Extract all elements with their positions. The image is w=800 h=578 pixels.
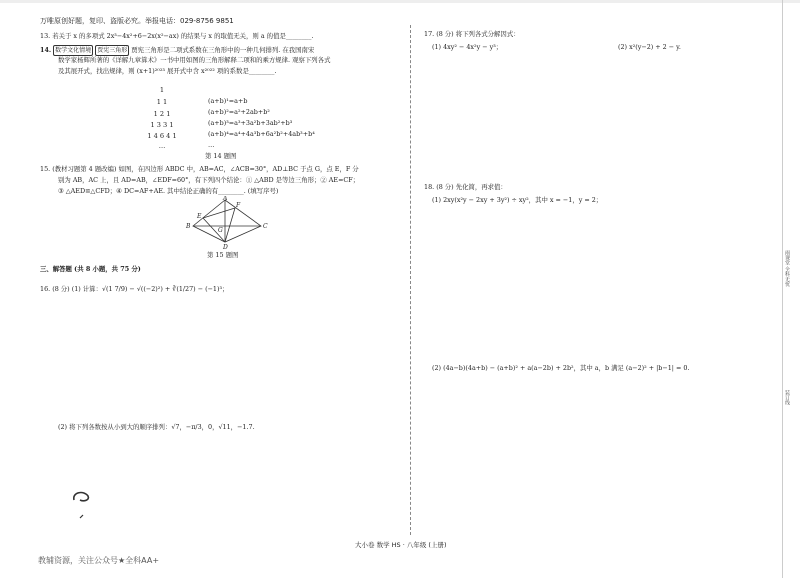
expansion-eq: (a+b)⁴=a⁴+4a³b+6a²b²+4ab³+b⁴ — [208, 130, 315, 138]
question-15-line1: 15. (教材习题第 4 题改编) 如图，在四边形 ABDC 中，AB=AC，∠ACB=30°，AD⊥BC 于点 G，点 E，F 分 — [40, 165, 359, 173]
watermark-text: 教辅资源，关注公众号★全科AA+ — [38, 556, 160, 565]
question-13: 13. 若关于 x 的多项式 2x³−4x²+6−2x(x²−ax) 的结果与 x 的取值无关，则 a 的值是________. — [40, 32, 314, 40]
section-3-heading: 三、解答题 (共 8 小题，共 75 分) — [40, 265, 141, 273]
label-a: A — [223, 196, 228, 202]
label-c: C — [263, 223, 268, 230]
triangle-row: 1 — [159, 86, 165, 94]
label-g: G — [218, 227, 223, 234]
figure-15-caption: 第 15 题图 — [207, 251, 239, 259]
figure-14-caption: 第 14 题图 — [205, 152, 237, 160]
column-divider — [410, 25, 411, 535]
expansion-eq: … — [208, 141, 215, 149]
label-d: D — [223, 244, 228, 251]
question-18: 18. (8 分) 先化简，再求值： — [424, 183, 507, 191]
question-18-part1: (1) 2xy(x²y − 2xy + 3y²) ÷ xy²，其中 x = −1，y = 2； — [432, 196, 603, 204]
triangle-row: … — [158, 142, 166, 150]
segment-fd — [225, 208, 235, 242]
binding-strip — [782, 0, 793, 578]
question-14-line1 — [40, 45, 314, 56]
page-top-edge — [0, 0, 800, 3]
question-16-part1: 16. (8 分) (1) 计算：√(1 7/9) − √((−2)²) + ∛(1/27) − (−1)³； — [40, 285, 229, 293]
question-16-part2: (2) 将下列各数按从小到大的顺序排列：√7，−π/3，0，√11，−1.7. — [58, 423, 255, 431]
expansion-eq: (a+b)¹=a+b — [208, 97, 248, 105]
question-14-text-1: 贾宪三角形是二项式系数在三角形中的一种几何排列. 在我国南宋 — [131, 46, 315, 54]
triangle-row: 1 3 3 1 — [150, 121, 174, 129]
triangle-row: 1 4 6 4 1 — [147, 132, 177, 140]
binding-strip-text-2: 装订线 — [784, 390, 790, 405]
question-17-part2: (2) x²(y−2) + 2 − y. — [618, 43, 681, 51]
scribble-mark — [70, 488, 92, 522]
question-number: 14. — [40, 46, 52, 54]
label-f: F — [236, 202, 241, 209]
segment-ef — [203, 208, 235, 218]
question-17: 17. (8 分) 将下列各式分解因式： — [424, 30, 520, 38]
page-header: 万唯原创好题，复印、盗版必究。举报电话：029-8756 9851 — [40, 17, 234, 25]
triangle-row: 1 2 1 — [153, 110, 171, 118]
question-14-line3: 及其展开式，找出规律，则 (x+1)²⁰²³ 展开式中含 x²⁰²² 项的系数是________. — [58, 67, 277, 75]
triangle-row: 1 1 — [156, 98, 168, 106]
expansion-eq: (a+b)³=a³+3a²b+3ab²+b³ — [208, 119, 293, 127]
label-e: E — [197, 213, 202, 220]
question-15-line2: 别为 AB，AC 上，且 AD=AB，∠EDF=60°，有下列四个结论：① △ABD 是等边三角形；② AE=CF； — [58, 176, 360, 184]
question-15-line3: ③ △AED≌△CFD；④ DC=AF+AE. 其中结论正确的有________. (填写序号) — [58, 187, 279, 195]
tag-math-culture: 数学文化情境 — [55, 47, 92, 54]
question-17-part1: (1) 4xy² − 4x²y − y³； — [432, 43, 503, 51]
expansion-eq: (a+b)²=a²+2ab+b² — [208, 108, 270, 116]
tag-jiaxian-triangle: 贾宪三角形 — [97, 47, 128, 54]
figure-15-diagram — [185, 196, 270, 252]
page-footer: 大小卷 数学 HS · 八年级 (上册) — [355, 541, 447, 549]
label-b: B — [186, 223, 191, 230]
question-18-part2: (2) (4a−b)(4a+b) − (a+b)² + a(a−2b) + 2b²，其中 a，b 满足 (a−2)² + |b−1| = 0. — [432, 364, 690, 372]
binding-strip-text: 雨课堂 全科无忧 — [784, 250, 790, 287]
question-14-line2: 数学家杨辉所著的《详解九章算术》一书中用如图的三角形解释二项和的乘方规律. 观察下列各式 — [58, 56, 331, 64]
